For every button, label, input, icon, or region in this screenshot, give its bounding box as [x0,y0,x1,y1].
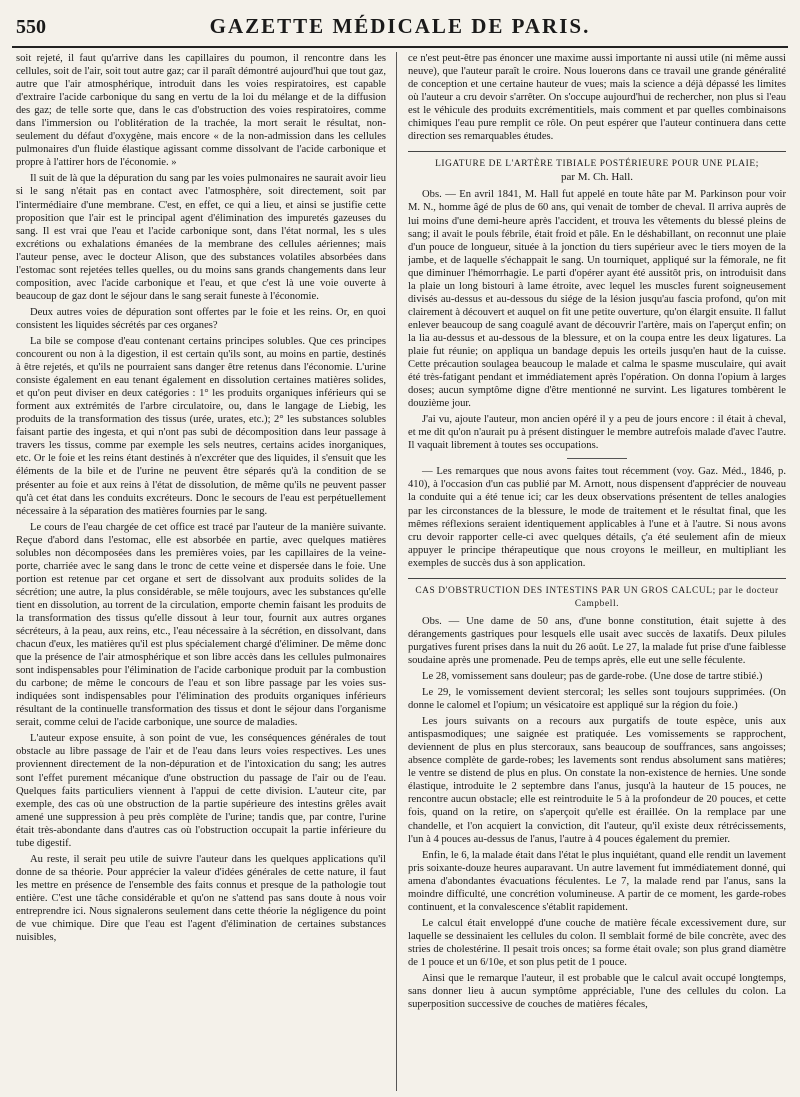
section-title: LIGATURE DE L'ARTÈRE TIBIALE POSTÉRIEURE POUR UNE PLAIE; [435,159,759,170]
paragraph: Deux autres voies de dépuration sont offertes par le foie et les reins. Or, en quoi consistent les liquides sécrétés par ces organes? [16,306,386,331]
paragraph: J'ai vu, ajoute l'auteur, mon ancien opéré il y a peu de jours encore : il était à cheval, et me dit qu'on n'aurait pu à présent distinguer le membre autrefois malade d'avec l'autre. Il vaquait librement à toutes ses occupations. [408,414,786,452]
separator [567,458,627,459]
paragraph: Obs. — En avril 1841, M. Hall fut appelé en toute hâte par M. Parkinson pour voir M. N., homme âgé de plus de 60 ans, qui venait de tomber de cheval. Il arriva auprès de lui moins d'une demi-heure après l'accident, et trouva les vêtements du blessé pleins de sang; il avait le pouls fébrile, était froid et pâle. En le déshabillant, on reconnut une plaie d'un pouce de longueur, située à la jonction du tiers supérieur avec le tiers moyen de la jambe, et de laquelle s'échappait le sang. Un tourniquet, appliqué sur la fémorale, ne fit que diminuer l'hémorrhagie. Le parti d'opérer ayant été aussitôt pris, on introduisit dans la plaie un long bistouri à lame étroite, avec lequel les muscles furent soigneusement divisés au-dessus et au-dessous du siége de la lésion jusqu'au fascia profond, qu'on mit clairement à découvert et auquel on fit une petite ouverture, qu'on élargit ensuite. Il fallut enlever beaucoup de sang coagulé avant de découvrir l'artère, mais on l'aperçut enfin; on la lia au-dessus et au-dessous de la blessure, et on la coupa entre les deux ligatures. La plaie fut réunie; on appliqua un bandage depuis les orteils jusqu'en haut de la cuisse. Cette précaution soulagea beaucoup le malade et calma le spasme musculaire, qui avait été très-fatigant pendant et immédiatement après l'opération. On donna l'opium à larges doses; aucun symptôme digne d'être mentionné ne survint. Les ligatures tombèrent le douzième jour. [408,189,786,410]
paragraph: L'auteur expose ensuite, à son point de vue, les conséquences générales de tout obstacle au libre passage de l'air et de l'eau dans leurs voies respectives. Les unes proviennent directement de la non-dépuration et de l'intoxication du sang; les autres sont l'effet purement mécanique d'une obstruction du passage de l'air ou de l'eau. Quelques faits particuliers viennent à l'appui de cette division. L'auteur cite, par exemple, des cas où une obstruction de la partie supérieure des intestins grêles avait amené une suppression à peu près complète de l'urine; tandis que, par contre, l'urine était très-abondante dans d'autres cas où l'obstruction occupait la partie inférieure du tube digestif. [16,733,386,849]
section-title: CAS D'OBSTRUCTION DES INTESTINS PAR UN GROS CALCUL; par le docteur Campbell. [415,585,779,609]
paragraph: Obs. — Une dame de 50 ans, d'une bonne constitution, était sujette à des dérangements gastriques pour lesquels elle usait avec succès de laxatifs. Deux pilules purgatives furent prises dans la nuit du 26 août. Le 27, la malade fut prise d'une faiblesse soudaine après une promenade. Peu de temps après, elle eut une selle féculente. [408,615,786,666]
paragraph: soit rejeté, il faut qu'arrive dans les capillaires du poumon, il rencontre dans les cellules, soit de l'air, soit tout autre gaz; car il paraît démontré aujourd'hui que tout gaz, autre que l'air atmosphérique, introduit dans les voies respiratoires, est capable d'extraire l'acide carbonique du sang en vertu de la loi du mélange et de la diffusion des gaz; de telle sorte que, dans le cas d'obstruction des voies respiratoires, comme dans l'immersion ou l'oblitération de la trachée, la mort serait le résultat, non-seulement du défaut d'oxygène, mais encore « de la non-admission dans les cellules pulmonaires d'un fluide élastique agissant comme dissolvant de l'acide carbonique et propre à l'attirer hors de l'économie. » [16,53,386,169]
column-divider [396,52,397,1091]
paragraph: La bile se compose d'eau contenant certains principes solubles. Que ces principes concourent ou non à la digestion, il est certain qu'ils sont, au moins en partie, destinés à être rejetés, et qu'ils ne pourraient sans danger être retenus dans l'économie. L'urine consiste également en eau tenant également en dissolution certaines matières solides, et qu'on peut diviser en deux catégories : 1° les produits organiques inférieurs qui se forment aux extrémités de l'arbre circulatoire, ou, dans le langage de Liebig, les produits de la transformation des tissus (urée, urates, etc.); 2° les substances solubles faisant partie des ingesta, et qui n'ont pas subi de décomposition dans leur passage à travers les tissus, comme par exemple les sels neutres, certains acides inorganiques, etc. Or le foie et les reins étant destinés à n'excréter que des liquides, il s'ensuit que les éléments de la bile et de l'urine ne peuvent être séparés qu'à la condition de se présenter au foie et aux reins à l'état de dissolution, de même qu'ils ne peuvent passer qu'à cet état dans les conduits excréteurs. Donc le secours de l'eau est perpétuellement nécessaire à la séparation des matières fournies par le sang. [16,335,386,517]
paragraph: Le 28, vomissement sans douleur; pas de garde-robe. (Une dose de tartre stibié.) [422,671,763,683]
paragraph: Le 29, le vomissement devient stercoral; les selles sont toujours supprimées. (On donne le calomel et l'opium; un vésicatoire est appliqué sur la région du foie.) [408,687,786,712]
left-column [16,52,386,1091]
page-header [12,10,788,48]
page-number: 550 [16,16,46,38]
paragraph: Ainsi que le remarque l'auteur, il est probable que le calcul avait occupé longtemps, sans donner lieu à aucun symptôme appréciable, l'une des cellules du colon. La superposition successive de couches de matières fécales, [408,973,786,1011]
right-column [408,52,786,1091]
paragraph: Au reste, il serait peu utile de suivre l'auteur dans les quelques applications qu'il donne de sa théorie. Pour apprécier la valeur d'idées générales de cette nature, il faut les mettre en présence de l'ensemble des faits connus et presque de la pathologie tout entière. C'est une tâche considérable et qu'on ne s'attend pas sans doute à nous voir entreprendre ici. Nous signalerons seulement dans cette théorie la négligence du point de vue chimique. Dire que l'eau est l'agent d'élimination de certaines substances nuisibles, [16,853,386,944]
paragraph: Les jours suivants on a recours aux purgatifs de toute espèce, unis aux antispasmodiques; une saignée est pratiquée. Les vomissements se rapprochent, deviennent de plus en plus stercoraux, sans beaucoup de souffrances, sans angoisses; absence complète de garde-robes; les lavements sont rendus absolument sans matières; le ventre se distend de plus en plus. On constate la non-existence de hernies. Une sonde élastique, introduite le 2 septembre dans l'anus, jusqu'à la hauteur de 15 pouces, ne rencontre aucun obstacle; elle est reintroduite le 5 à la profondeur de 20 pouces, et cette fois, quand on la retire, on s'aperçoit qu'elle est éraillée. On la remplace par une chandelle, et l'on acquiert la conviction, dit l'auteur, qu'il existe deux rétrécissements, l'un à 4 pouces au-dessus de l'anus, l'autre à 4 pouces également du premier. [408,716,786,845]
section-heading [408,151,786,184]
section-heading [408,578,786,611]
section-author: par M. Ch. Hall. [560,171,634,184]
paragraph: Il suit de là que la dépuration du sang par les voies pulmonaires ne saurait avoir lieu si le sang n'était pas en contact avec l'atmosphère, soit directement, soit par l'intermédiaire d'une membrane. C'est, en effet, ce qui a lieu, et ainsi se justifie cette proposition que l'air est le principal agent d'élimination des impuretés gazeuses du sang. Il est vrai que l'eau et l'acide carbonique sont, dans l'état normal, les s ules excrétions ou exhalations émanées de la membrane des cellules aériennes; mais l'auteur pense, avec le docteur Alison, que des substances volatiles absorbées dans l'estomac sont rejetées telles quelles, ou du moins sans grands changements dans leur composition, avec l'acide carbonique et l'eau, et que c'est là une voie ouverte à beaucoup de gaz dont le séjour dans le sang serait funeste à l'économie. [16,173,386,302]
paragraph: Le cours de l'eau chargée de cet office est tracé par l'auteur de la manière suivante. Reçue d'abord dans l'estomac, elle est absorbée en partie, avec quelques matières solubles non décomposées dans les premières voies, par les capillaires de la veine-porte, charriée avec le sang dans le tronc de cette veine et dispersée dans le foie. Une portion est retenue par cet organe et sert de dissolvant aux produits solides de la sécrétion; une autre, la plus considérable, se mêle toujours, avec les substances qu'elle tient en dissolution, au torrent de la circulation, emporte chemin faisant les produits de la transformation des tissus qu'elle dissout à leur tour, fournit aux autres organes sécréteurs, à la peau, aux reins, etc., l'eau nécessaire à la sécrétion, en dissolvant, dans chacun d'eux, les matières qu'il est plus spécialement chargé d'éliminer. De même donc que la présence de l'air atmosphérique et son libre accès dans les cellules pulmonaires sont indispensables pour l'élimination de l'acide carbonique produit par la combustion du carbone; de même le concours de l'eau et son libre passage par les voies sus-indiquées sont indispensables pour l'élimination des produits organiques inférieurs résultant de la continuelle transformation des tissus et dont le séjour dans l'organisme serait, comme celui de l'acide carbonique, une source de maladies. [16,521,386,729]
paragraph: ce n'est peut-être pas énoncer une maxime aussi importante ni aussi utile (ni même aussi neuve), que l'auteur paraît le croire. Nous louerons dans ce travail une grande généralité de conception et une certaine hauteur de vues; mais la science a déjà dépassé les limites où l'auteur a cru devoir s'arrêter. On s'occupe aujourd'hui de rechercher, non plus si l'eau est le véhicule des produits excrémentitiels, mais comment et par quelles combinaisons chimiques l'eau pure remplit ce rôle. On peut espérer que l'auteur continuera dans cette direction ses remarquables études. [408,53,786,143]
paragraph: — Les remarques que nous avons faites tout récemment (voy. Gaz. Méd., 1846, p. 410), à l'occasion d'un cas publié par M. Arnott, nous dispensent d'apprécier de nouveau la conduite qui a été tenue ici; car les deux observations présentent de telles analogies par les circonstances de la blessure, le mode de traitement et le résultat final, que les mêmes réflexions seraient identiquement applicables à l'une et à l'autre. Si nous avons cru devoir rapporter celle-ci avec quelques détails, ç'a été seulement afin de mieux appuyer le principe thérapeutique que nous croyons le meilleur, en multipliant les exemples de succès dus à son application. [408,466,786,569]
journal-title: GAZETTE MÉDICALE DE PARIS. [209,14,591,38]
paragraph: Le calcul était enveloppé d'une couche de matière fécale excessivement dure, sur laquelle se dessinaient les cellules du colon. Il semblait formé de bile concrète, avec des stries de cholestérine. Il pesait trois onces; sa forme était ovale; son plus grand diamètre de 1 pouce et un 6/10e, et son plus petit de 1 pouce. [408,917,786,968]
paragraph: Enfin, le 6, la malade était dans l'état le plus inquiétant, quand elle rendit un lavement pris soixante-douze heures auparavant. Un autre lavement fut immédiatement donné, qui amena d'abondantes évacuations féculentes. Le 7, la malade rend par l'anus, sans la moindre difficulté, une concrétion volumineuse. A partir de ce moment, les garde-robes continuent, et la convalescence s'établit rapidement. [408,849,786,913]
